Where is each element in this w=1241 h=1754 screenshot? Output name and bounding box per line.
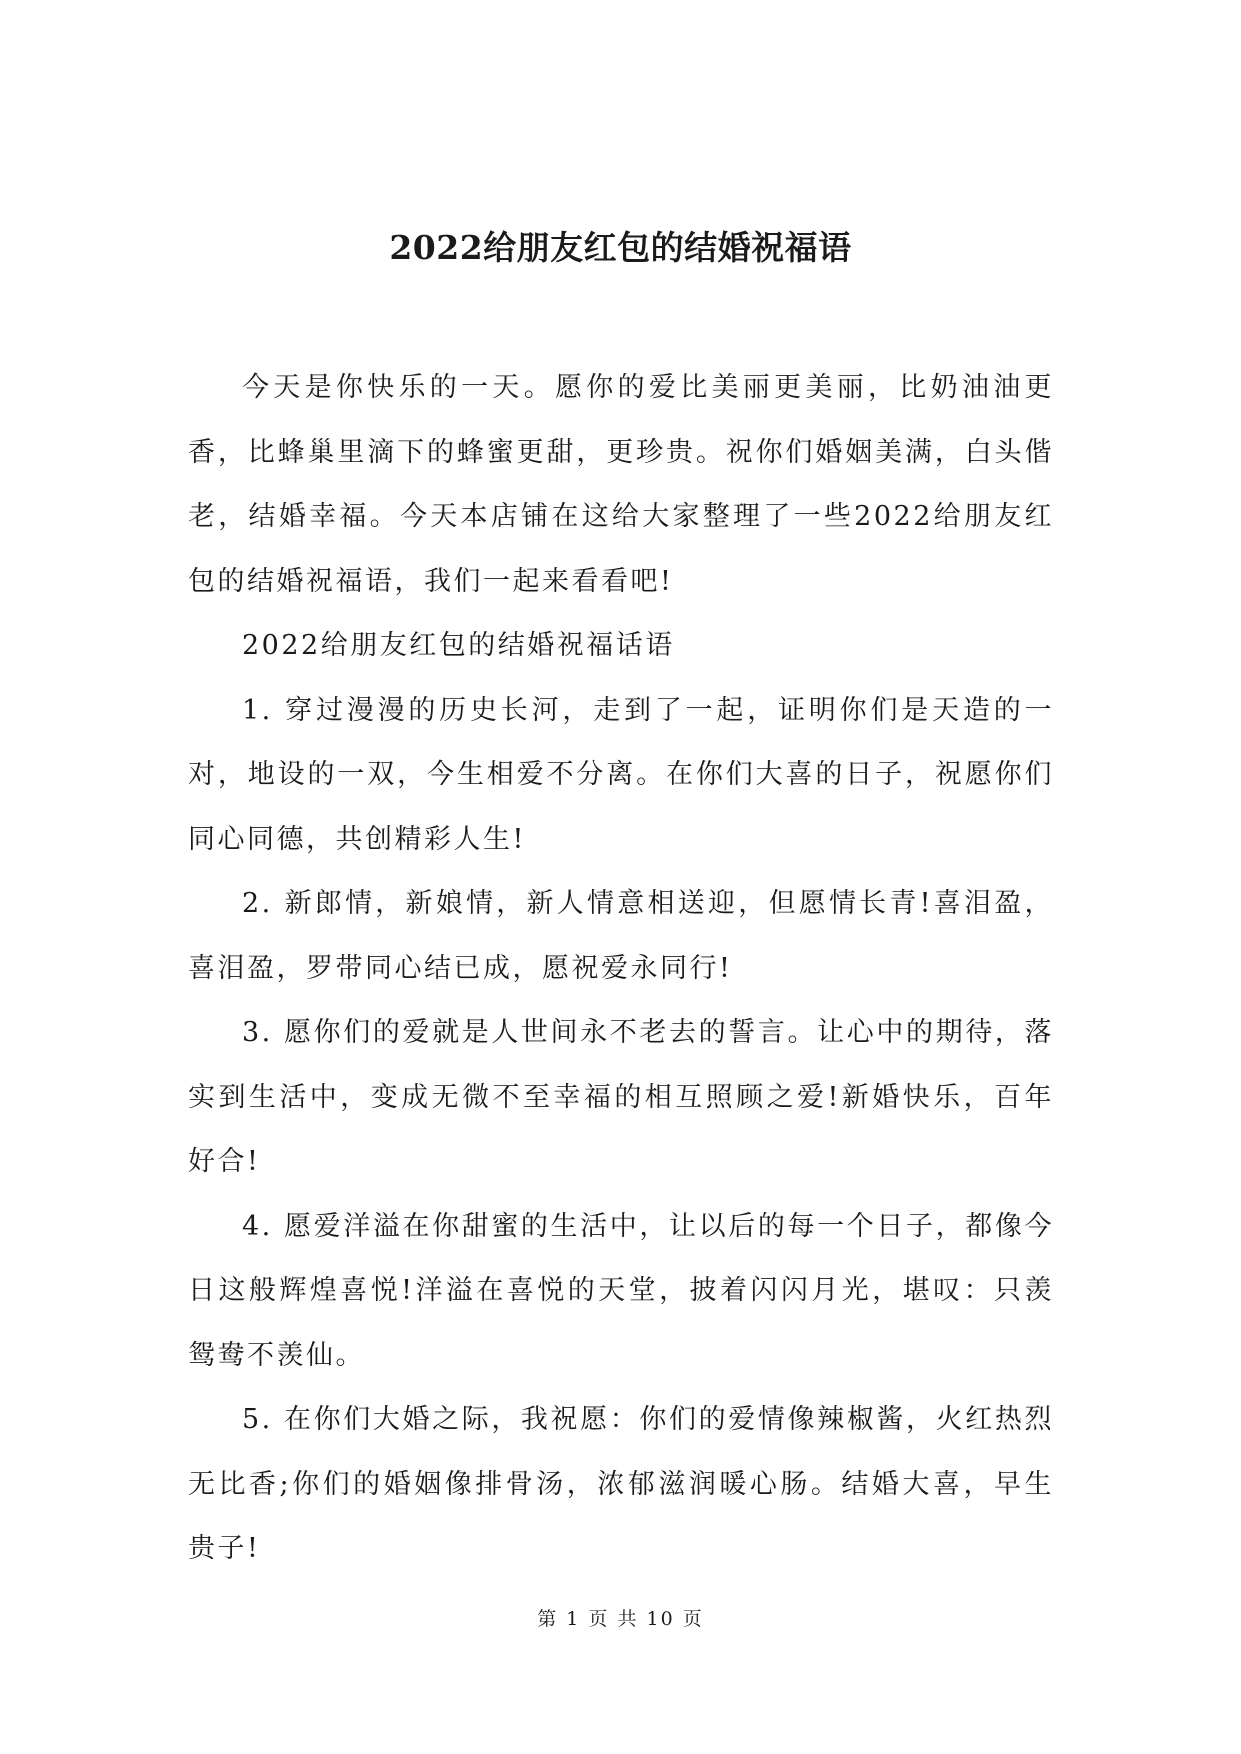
document-title: 2022给朋友红包的结婚祝福语 <box>389 228 852 267</box>
blessing-item-4: 4. 愿爱洋溢在你甜蜜的生活中，让以后的每一个日子，都像今日这般辉煌喜悦!洋溢在喜悦的天堂，披着闪闪月光，堪叹：只羡鸳鸯不羡仙。 <box>188 1210 1054 1371</box>
blessing-item-3: 3. 愿你们的爱就是人世间永不老去的誓言。让心中的期待，落实到生活中，变成无微不至幸福的相互照顾之爱!新婚快乐，百年好合! <box>188 1017 1054 1177</box>
document-body <box>188 356 1054 1582</box>
intro-paragraph: 今天是你快乐的一天。愿你的爱比美丽更美丽，比奶油油更香，比蜂巢里滴下的蜂蜜更甜，更珍贵。祝你们婚姻美满，白头偕老，结婚幸福。今天本店铺在这给大家整理了一些2022给朋友红包的结婚祝福语，我们一起来看看吧! <box>188 372 1054 597</box>
page-footer: 第 1 页 共 10 页 <box>537 1608 704 1630</box>
blessing-item-1: 1. 穿过漫漫的历史长河，走到了一起，证明你们是天造的一对，地设的一双，今生相爱不分离。在你们大喜的日子，祝愿你们同心同德，共创精彩人生! <box>188 694 1054 855</box>
blessing-item-2: 2. 新郎情，新娘情，新人情意相送迎，但愿情长青!喜泪盈，喜泪盈，罗带同心结已成，愿祝爱永同行! <box>188 888 1054 984</box>
blessing-item-5: 5. 在你们大婚之际，我祝愿：你们的爱情像辣椒酱，火红热烈无比香;你们的婚姻像排骨汤，浓郁滋润暖心肠。结婚大喜，早生贵子! <box>188 1404 1054 1564</box>
section-heading: 2022给朋友红包的结婚祝福话语 <box>242 630 675 661</box>
